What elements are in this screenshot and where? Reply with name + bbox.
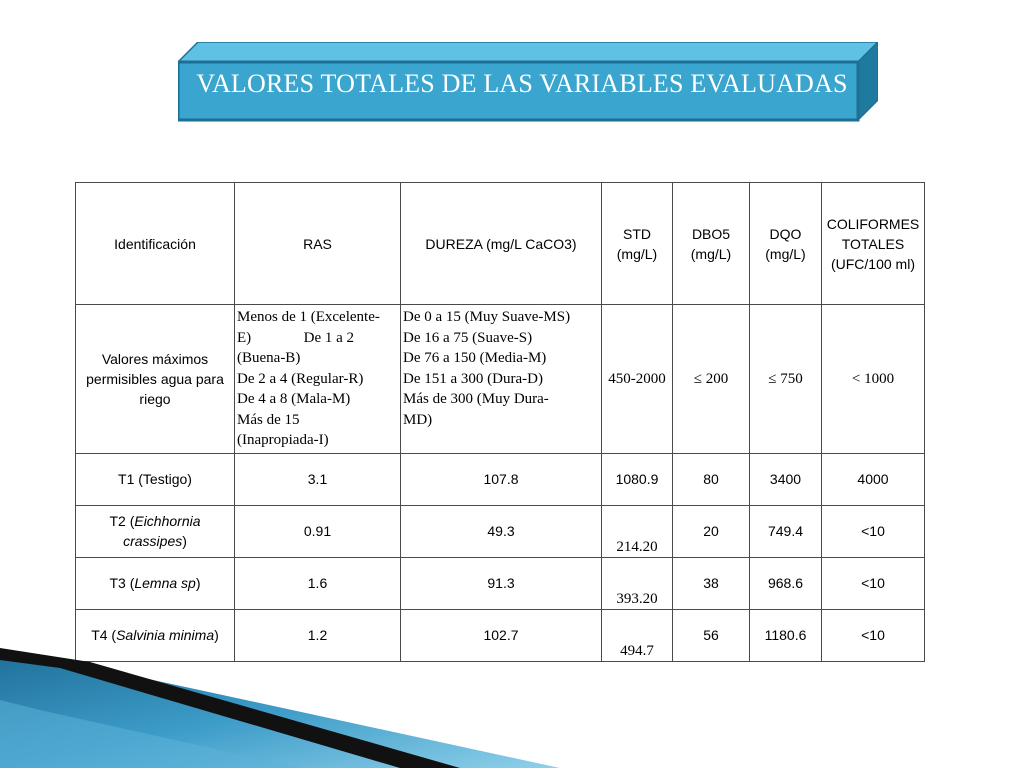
row-dbo5: 80 [673, 453, 750, 505]
table-row [76, 505, 925, 557]
limits-ras-ranges [235, 305, 401, 454]
limits-dbo5: ≤ 200 [673, 305, 750, 454]
ras-range-line: (Buena-B) [237, 350, 301, 366]
header-coliformes [822, 183, 925, 305]
row-ras: 0.91 [235, 505, 401, 557]
dureza-range-line: De 16 a 75 (Suave-S) [403, 329, 533, 346]
row-dureza: 107.8 [401, 453, 602, 505]
limits-dureza-ranges [401, 305, 602, 454]
treatment-suffix: ) [182, 533, 187, 549]
header-dqo-line2: (mg/L) [765, 245, 806, 262]
header-coliformes-line1: COLIFORMES [826, 215, 920, 232]
row-std: 494.7 [602, 609, 673, 661]
row-dqo: 749.4 [750, 505, 822, 557]
header-std [602, 183, 673, 305]
dureza-range-line: De 151 a 300 (Dura-D) [403, 370, 543, 387]
treatment-prefix: T2 ( [109, 513, 135, 529]
dureza-range-line: De 76 a 150 (Media-M) [403, 350, 547, 366]
decorative-swoosh [0, 640, 620, 768]
row-coliformes: <10 [822, 609, 925, 661]
row-identificacion [76, 505, 235, 557]
treatment-suffix: ) [214, 627, 219, 643]
header-dureza: DUREZA (mg/L CaCO3) [401, 183, 602, 305]
row-coliformes: <10 [822, 557, 925, 609]
treatment-name: T1 (Testigo) [118, 471, 192, 487]
row-std: 1080.9 [602, 453, 673, 505]
header-std-line2: (mg/L) [616, 245, 658, 262]
header-identificacion: Identificación [76, 183, 235, 305]
row-dureza: 49.3 [401, 505, 602, 557]
treatment-prefix: T4 ( [91, 627, 117, 643]
limits-dqo: ≤ 750 [750, 305, 822, 454]
limits-label: Valores máximos permisibles agua para riego [76, 305, 235, 454]
row-std: 214.20 [602, 505, 673, 557]
ras-range-line: De 4 a 8 (Mala-M) [237, 391, 351, 407]
dureza-range-line: De 0 a 15 (Muy Suave-MS) [403, 309, 571, 325]
row-dbo5: 56 [673, 609, 750, 661]
row-ras: 3.1 [235, 453, 401, 505]
header-std-line1: STD [623, 225, 651, 242]
header-dbo5-line2: (mg/L) [690, 245, 732, 262]
row-dbo5: 20 [673, 505, 750, 557]
row-dqo: 1180.6 [750, 609, 822, 661]
header-coliformes-line3: (UFC/100 ml) [830, 255, 915, 272]
row-dbo5: 38 [673, 557, 750, 609]
header-ras: RAS [235, 183, 401, 305]
row-ras: 1.6 [235, 557, 401, 609]
header-coliformes-line2: TOTALES [841, 235, 905, 252]
treatment-prefix: T3 ( [109, 575, 135, 591]
row-dqo: 968.6 [750, 557, 822, 609]
ras-range-line: E) De 1 a 2 [237, 329, 355, 346]
ras-range-line: De 2 a 4 (Regular-R) [237, 370, 364, 387]
treatment-suffix: ) [195, 575, 201, 591]
table-row [76, 557, 925, 609]
limits-coliformes: < 1000 [822, 305, 925, 454]
row-dureza: 102.7 [401, 609, 602, 661]
dureza-range-line: MD) [403, 411, 433, 428]
ras-range-line: Menos de 1 (Excelente- [237, 309, 380, 325]
limits-std: 450-2000 [602, 305, 673, 454]
row-coliformes: 4000 [822, 453, 925, 505]
ras-range-line: (Inapropiada-I) [237, 432, 329, 448]
header-dbo5 [673, 183, 750, 305]
table-row [76, 453, 925, 505]
row-identificacion [76, 557, 235, 609]
header-dqo [750, 183, 822, 305]
row-std: 393.20 [602, 557, 673, 609]
species-name: Salvinia minima [116, 627, 215, 643]
row-coliformes: <10 [822, 505, 925, 557]
dureza-range-line: Más de 300 (Muy Dura- [403, 391, 549, 407]
ras-range-line: Más de 15 [237, 411, 300, 428]
row-identificacion [76, 453, 235, 505]
banner-bevel-top [178, 42, 878, 62]
row-dqo: 3400 [750, 453, 822, 505]
row-dureza: 91.3 [401, 557, 602, 609]
header-row [76, 183, 925, 305]
row-ras: 1.2 [235, 609, 401, 661]
header-dqo-line1: DQO [769, 225, 802, 242]
species-name: Lemna sp [134, 575, 196, 591]
title-banner [178, 42, 878, 122]
species-name: Eichhornia crassipes [123, 513, 201, 549]
variables-table [75, 182, 925, 662]
header-dbo5-line1: DBO5 [691, 225, 731, 242]
page-title: VALORES TOTALES DE LAS VARIABLES EVALUADAS [196, 69, 848, 98]
limits-row [76, 305, 925, 454]
